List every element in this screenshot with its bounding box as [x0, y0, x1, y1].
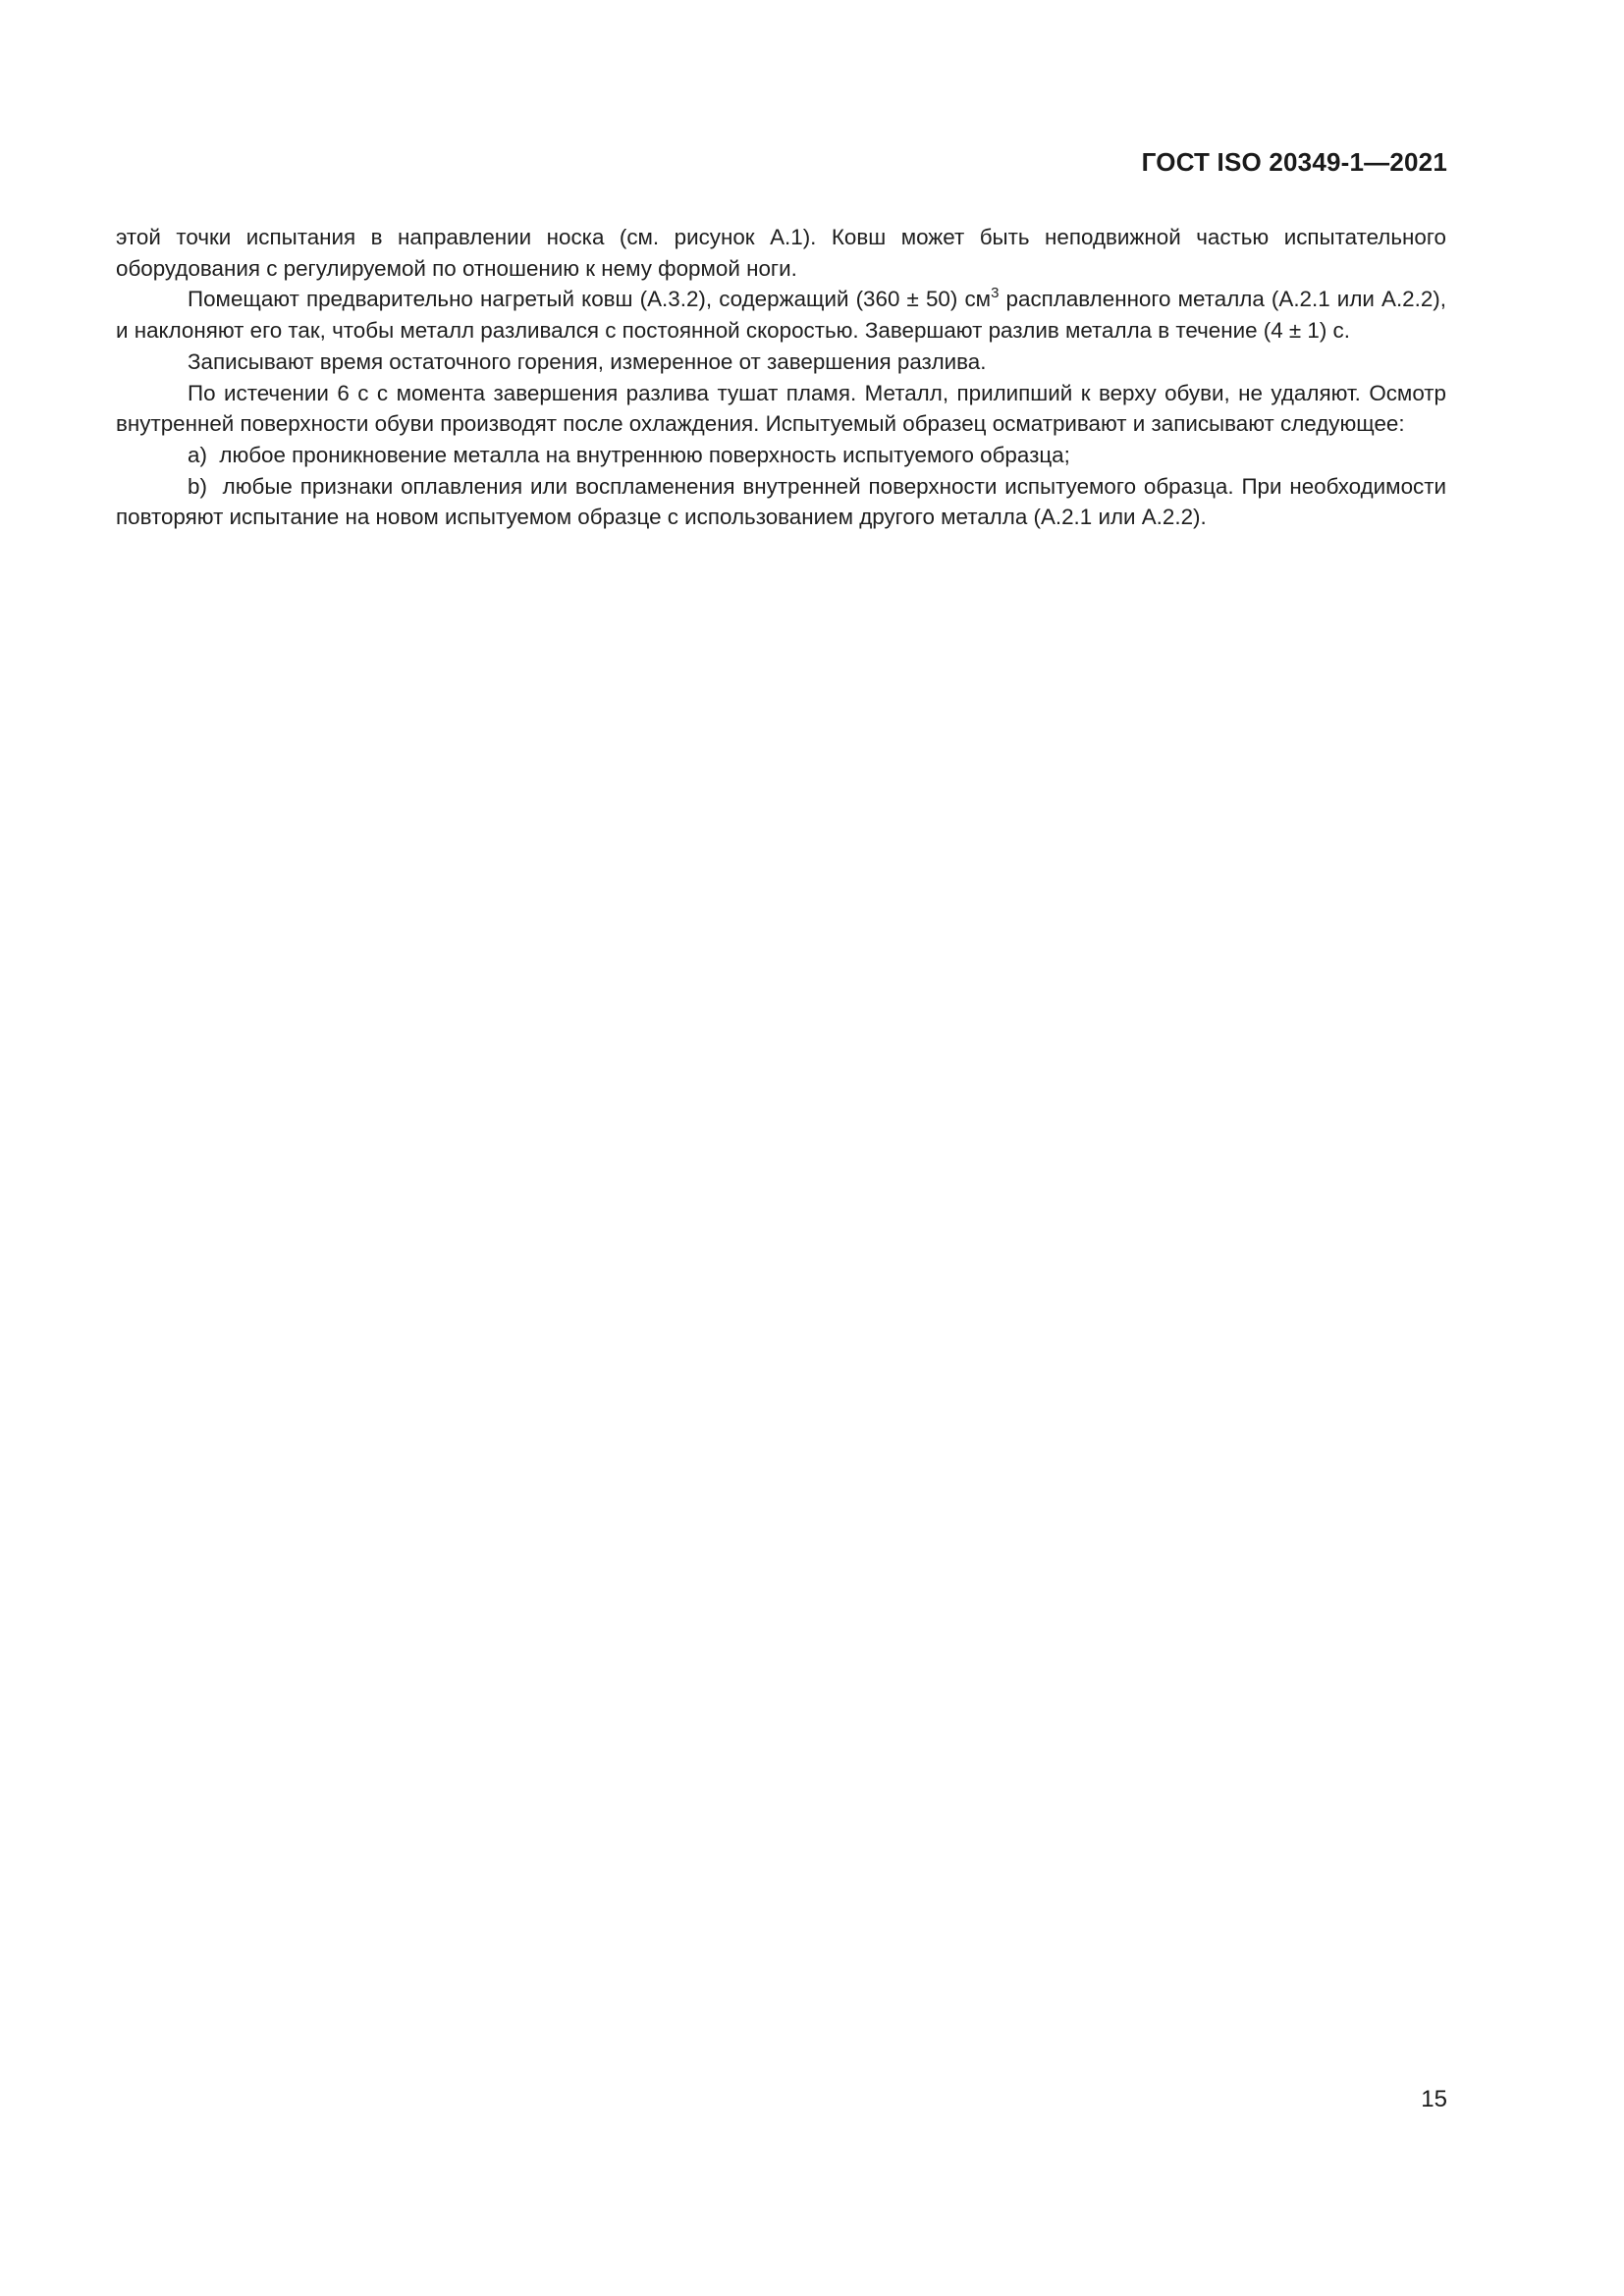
list-item-text: любые признаки оплавления или воспламенения внутренней поверхности испытуемого образца. При необходимости повторяют испытание на новом испытуемом образце с использованием другого металла (А.2.1 или А.2.2). — [116, 473, 1446, 530]
document-header-standard-id: ГОСТ ISO 20349-1—2021 — [1141, 147, 1447, 177]
list-item-text: любое проникновение металла на внутреннюю поверхность испытуемого образца; — [219, 442, 1070, 467]
paragraph-ladle-pour-text-rest: расплавленного металла (А.2.1 или А.2.2), и наклоняют его так, чтобы металл разливался с постоянной скоростью. Завершают разлив металла в течение (4 ± 1) с. — [116, 287, 1446, 344]
list-item-marker: b) — [188, 473, 207, 499]
document-body — [116, 222, 1446, 533]
list-item — [116, 471, 1446, 533]
paragraph-afterflame: Записывают время остаточного горения, измеренное от завершения разлива. — [188, 348, 987, 374]
paragraph-ladle-pour — [116, 284, 1446, 346]
list-item — [116, 440, 1446, 471]
paragraph-ladle-pour-text: Помещают предварительно нагретый ковш (А.3.2), содержащий (360 ± 50) см — [188, 287, 992, 312]
paragraph-continuation: этой точки испытания в направлении носка (см. рисунок А.1). Ковш может быть неподвижной частью испытательного оборудования с регулируемой по отношению к нему формой ноги. — [116, 225, 1446, 281]
paragraph-inspection: По истечении 6 с с момента завершения разлива тушат пламя. Металл, прилипший к верху обуви, не удаляют. Осмотр внутренней поверхности обуви производят после охлаждения. Испытуемый образец осматривают и записывают следующее: — [116, 380, 1446, 437]
page-number: 15 — [1421, 2086, 1447, 2112]
superscript-cubic: 3 — [991, 285, 1000, 302]
list-item-marker: a) — [188, 442, 207, 467]
